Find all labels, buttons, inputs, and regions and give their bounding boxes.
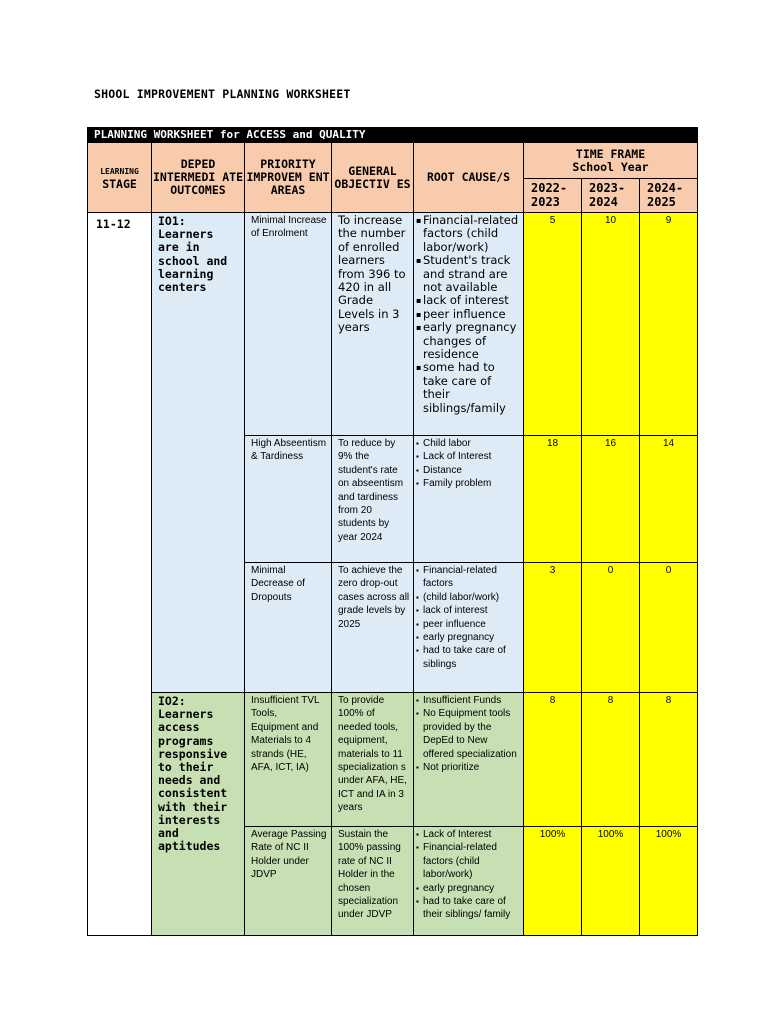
cause-item: ▪ Family problem [417, 477, 521, 490]
root-causes [414, 827, 524, 936]
header-time-frame-title: TIME FRAME [575, 146, 646, 161]
target-2024-2025: 8 [640, 693, 698, 827]
root-causes [414, 693, 524, 827]
header-learning-stage [88, 143, 152, 213]
table-row [88, 693, 698, 827]
root-causes [414, 436, 524, 563]
target-2022-2023: 18 [524, 436, 582, 563]
cause-item: ▪ had to take care of siblings [417, 644, 521, 671]
header-time-frame [524, 143, 698, 179]
cause-item: ▪ Financial-related factors (child labor/work) [417, 214, 521, 254]
cause-item: ▪ (child labor/work) [417, 591, 521, 604]
banner-row [88, 128, 698, 143]
priority-area: Minimal Increase of Enrolment [245, 213, 332, 436]
header-outcomes: DEPED INTERMEDI ATE OUTCOMES [152, 143, 245, 213]
general-objective: To increase the number of enrolled learners from 396 to 420 in all Grade Levels in 3 years [332, 213, 414, 436]
outcome-io1: IO1: Learners are in school and learning centers [152, 213, 245, 693]
cause-item: ▪ Distance [417, 464, 521, 477]
cause-item: ▪ early pregnancy [417, 882, 521, 895]
target-2023-2024: 0 [582, 563, 640, 693]
general-objective: To achieve the zero drop-out cases across all grade levels by 2025 [332, 563, 414, 693]
header-school-year: School Year [572, 159, 649, 174]
header-year-1: 2022- 2023 [524, 179, 582, 213]
priority-area: High Abseentism & Tardiness [245, 436, 332, 563]
general-objective: To provide 100% of needed tools, equipment, materials to 11 specialization s under AFA, HE, ICT and IA in 3 years [332, 693, 414, 827]
table-row [88, 213, 698, 436]
general-objective: To reduce by 9% the student's rate on abseentism and tardiness from 20 students by year 2024 [332, 436, 414, 563]
target-2022-2023: 3 [524, 563, 582, 693]
target-2023-2024: 8 [582, 693, 640, 827]
header-year-3: 2024- 2025 [640, 179, 698, 213]
planning-worksheet-table [87, 127, 698, 936]
cause-item: ▪ had to take care of their siblings/ family [417, 895, 521, 922]
target-2022-2023: 8 [524, 693, 582, 827]
cause-item: ▪ Financial-related factors (child labor/work) [417, 841, 521, 881]
cause-item: ▪ Insufficient Funds [417, 694, 521, 707]
cause-item: ▪ Not prioritize [417, 761, 521, 774]
header-objectives: GENERAL OBJECTIV ES [332, 143, 414, 213]
header-year-2: 2023- 2024 [582, 179, 640, 213]
cause-item: ▪ lack of interest [417, 294, 521, 307]
target-2024-2025: 100% [640, 827, 698, 936]
target-2024-2025: 9 [640, 213, 698, 436]
target-2023-2024: 100% [582, 827, 640, 936]
target-2023-2024: 10 [582, 213, 640, 436]
cause-item: ▪ peer influence [417, 618, 521, 631]
header-stage-bottom: STAGE [102, 177, 137, 191]
cause-item: ▪ Child labor [417, 437, 521, 450]
cause-item: ▪ Lack of Interest [417, 450, 521, 463]
cause-item: ▪ Student's track and strand are not available [417, 254, 521, 294]
cause-item: ▪ some had to take care of their siblings/family [417, 361, 521, 415]
worksheet-banner: PLANNING WORKSHEET for ACCESS and QUALITY [88, 128, 698, 143]
target-2023-2024: 16 [582, 436, 640, 563]
root-causes [414, 563, 524, 693]
cause-item: ▪ early pregnancy [417, 321, 521, 334]
cause-item: ▪ Financial-related factors [417, 564, 521, 591]
target-2024-2025: 0 [640, 563, 698, 693]
header-root-causes: ROOT CAUSE/S [414, 143, 524, 213]
priority-area: Minimal Decrease of Dropouts [245, 563, 332, 693]
priority-area: Insufficient TVL Tools, Equipment and Materials to 4 strands (HE, AFA, ICT, IA) [245, 693, 332, 827]
document-title: SHOOL IMPROVEMENT PLANNING WORKSHEET [94, 87, 351, 101]
root-causes [414, 213, 524, 436]
outcome-io2: IO2: Learners access programs responsive to their needs and consistent with their interests and aptitudes [152, 693, 245, 936]
cause-item: ▪ No Equipment tools provided by the DepEd to New offered specialization [417, 707, 521, 761]
cause-item: ▪ lack of interest [417, 604, 521, 617]
header-stage-top: LEARNING [100, 167, 139, 176]
header-row [88, 143, 698, 179]
cause-item: ▪ early pregnancy [417, 631, 521, 644]
target-2022-2023: 100% [524, 827, 582, 936]
general-objective: Sustain the 100% passing rate of NC II Holder in the chosen specialization under JDVP [332, 827, 414, 936]
cause-item: changes of residence [423, 333, 487, 362]
target-2024-2025: 14 [640, 436, 698, 563]
cause-item: ▪ Lack of Interest [417, 828, 521, 841]
target-2022-2023: 5 [524, 213, 582, 436]
priority-area: Average Passing Rate of NC II Holder under JDVP [245, 827, 332, 936]
header-priority-areas: PRIORITY IMPROVEM ENT AREAS [245, 143, 332, 213]
learning-stage-cell: 11-12 [88, 213, 152, 936]
cause-item: ▪ peer influence [417, 308, 521, 321]
